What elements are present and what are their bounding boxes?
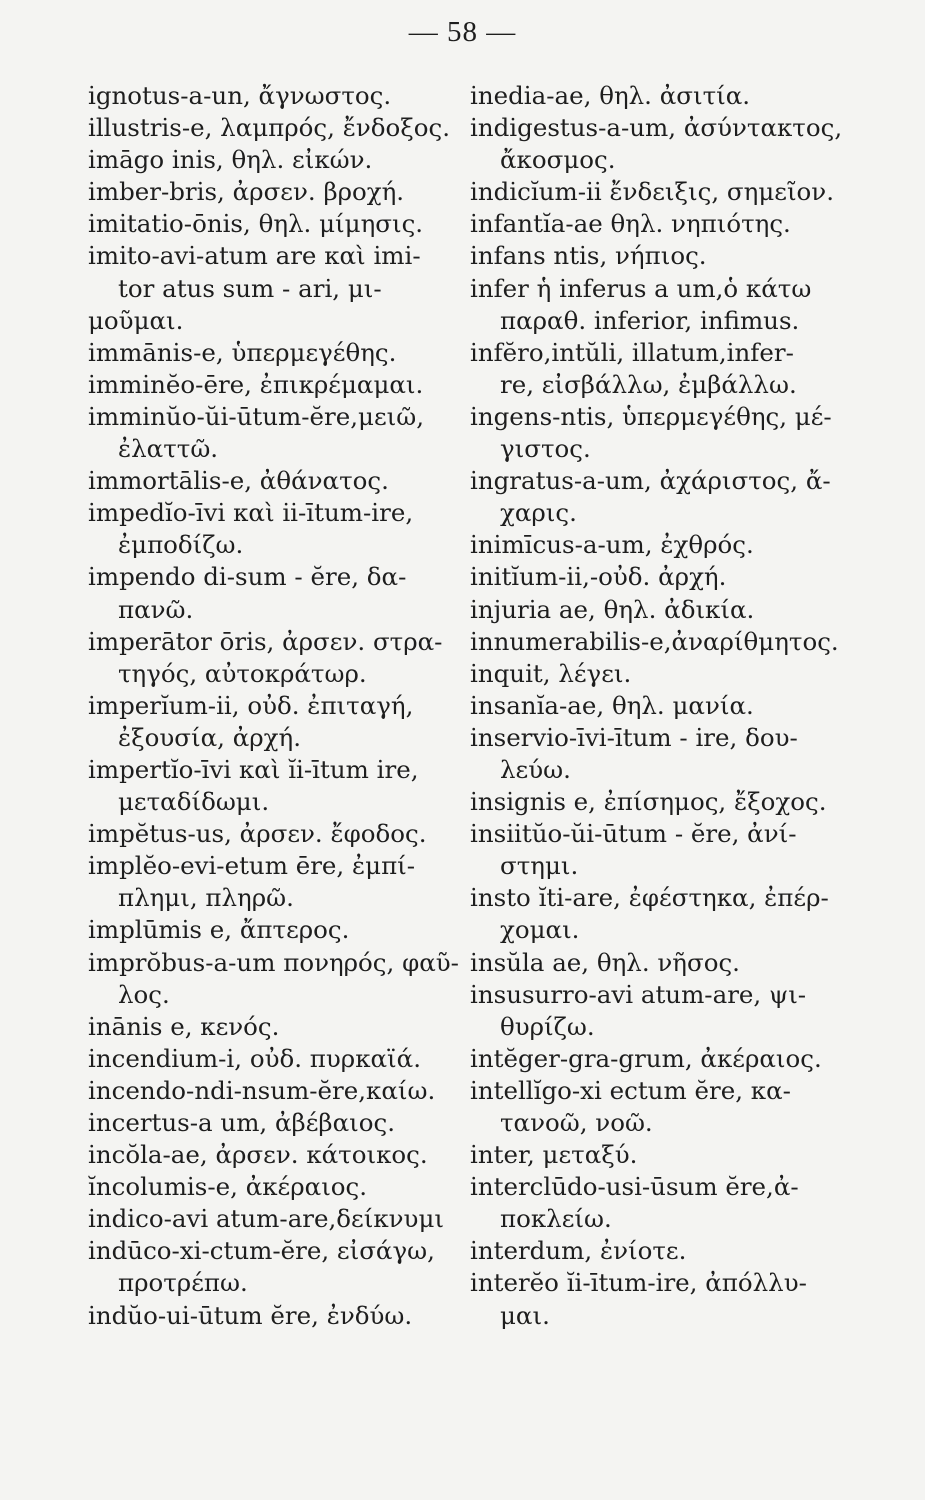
dictionary-entry-line: inter, μεταξύ.	[470, 1140, 638, 1170]
dictionary-entry-line: innumerabilis-e,ἀναρίθμητος.	[470, 626, 839, 656]
entry-continuation-line: λεύω.	[500, 754, 571, 784]
dictionary-entry-line: insignis e, ἐπίσημος, ἔξοχος.	[470, 787, 827, 817]
dictionary-entry-line: injuria ae, θηλ. ἀδικία.	[470, 594, 755, 624]
dictionary-entry-line: imber-bris, ἀρσεν. βροχή.	[88, 177, 405, 207]
dictionary-entry-line: ingratus-a-um, ἀχάριστος, ἄ-	[470, 466, 831, 496]
dictionary-entry-line: indico-avi atum-are,δείκνυμι	[88, 1204, 444, 1234]
entry-continuation-line: χαρις.	[500, 498, 577, 528]
dictionary-entry-line: imperātor ōris, ἀρσεν. στρα-	[88, 626, 443, 656]
entry-continuation-line: ποκλείω.	[500, 1204, 612, 1234]
dictionary-entry-line: indicĭum-ii ἔνδειξις, σημεῖον.	[470, 177, 834, 207]
entry-continuation-line: ἐμποδίζω.	[118, 530, 244, 560]
dictionary-entry-line: infer ἡ inferus a um,ὁ κάτω	[470, 273, 812, 303]
dictionary-entry-line: infans ntis, νήπιος.	[470, 241, 707, 271]
dictionary-entry-line: imāgo inis, θηλ. εἰκών.	[88, 145, 373, 175]
dictionary-entry-line: impedĭo-īvi καὶ ii-ītum-ire,	[88, 498, 414, 528]
page-number: — 58 —	[408, 16, 517, 48]
dictionary-entry-line: implūmis e, ἄπτερος.	[88, 915, 350, 945]
dictionary-entry-line: imminŭo-ŭi-ūtum-ĕre,μειῶ,	[88, 401, 425, 431]
dictionary-entry-line: intĕger-gra-grum, ἀκέραιος.	[470, 1043, 822, 1073]
dictionary-entry-line: incendium-i, οὐδ. πυρκαϊά.	[88, 1043, 421, 1073]
dictionary-entry-line: ingens-ntis, ὑπερμεγέθης, μέ-	[470, 401, 832, 431]
entry-continuation-line: πανῶ.	[118, 594, 194, 624]
entry-continuation-line: θυρίζω.	[500, 1011, 595, 1041]
dictionary-entry-line: inedia-ae, θηλ. ἀσιτία.	[470, 81, 751, 110]
entry-continuation-line: ἄκοσμος.	[500, 145, 616, 175]
dictionary-entry-line: illustris-e, λαμπρός, ἔνδοξος.	[88, 113, 451, 143]
dictionary-entry-line: insiitŭo-ŭi-ūtum - ĕre, ἀνί-	[470, 819, 797, 849]
dictionary-entry-line: indūco-xi-ctum-ĕre, εἰσάγω,	[88, 1236, 435, 1266]
dictionary-entry-line: interdum, ἐνίοτε.	[470, 1236, 687, 1266]
entry-continuation-line: μεταδίδωμι.	[118, 787, 270, 817]
dictionary-entry-line: impertĭo-īvi καὶ ĭi-ītum ire,	[88, 754, 419, 784]
entry-continuation-line: χομαι.	[500, 915, 580, 945]
dictionary-entry-line: imito-avi-atum are καὶ imi-	[88, 241, 421, 271]
dictionary-entry-line: infantĭa-ae θηλ. νηπιότης.	[470, 209, 791, 239]
dictionary-entry-line: indigestus-a-um, ἀσύντακτος,	[470, 113, 843, 143]
dictionary-entry-line: interclūdo-usi-ūsum ĕre,ἀ-	[470, 1172, 799, 1202]
dictionary-entry-line: immortālis-e, ἀθάνατος.	[88, 466, 389, 496]
dictionary-entry-line: imperĭum-ii, οὐδ. ἐπιταγή,	[88, 690, 414, 720]
dictionary-entry-line: insusurro-avi atum-are, ψι-	[470, 979, 807, 1009]
entry-continuation-line: γιστος.	[500, 434, 591, 464]
entry-continuation-line: προτρέπω.	[118, 1268, 248, 1298]
right-column	[470, 80, 890, 1332]
entry-continuation-line: παραθ. inferior, infimus.	[500, 305, 800, 335]
dictionary-entry-line: impĕtus-us, ἀρσεν. ἔφοδος.	[88, 819, 427, 849]
dictionary-entry-line: implĕo-evi-etum ēre, ἐμπί-	[88, 851, 416, 881]
dictionary-entry-line: μοῦμαι.	[88, 305, 184, 335]
dictionary-entry-line: inānis e, κενός.	[88, 1011, 280, 1041]
entry-continuation-line: re, εἰσβάλλω, ἐμβάλλω.	[500, 369, 797, 399]
dictionary-entry-line: ĭncolumis-e, ἀκέραιος.	[88, 1172, 368, 1202]
entry-continuation-line: ἐλαττῶ.	[118, 434, 219, 464]
entry-continuation-line: λος.	[118, 979, 170, 1009]
entry-continuation-line: τανοῶ, νοῶ.	[500, 1108, 653, 1137]
entry-continuation-line: πλημι, πληρῶ.	[118, 883, 294, 913]
dictionary-entry-line: incendo-ndi-nsum-ĕre,καίω.	[88, 1075, 436, 1105]
dictionary-entry-line: insŭla ae, θηλ. νῆσος.	[470, 947, 740, 977]
entry-continuation-line: μαι.	[500, 1300, 550, 1330]
dictionary-entry-line: impendo di-sum - ĕre, δα-	[88, 562, 407, 592]
dictionary-entry-line: intellĭgo-xi ectum ĕre, κα-	[470, 1075, 791, 1105]
dictionary-entry-line: indŭo-ui-ūtum ĕre, ἐνδύω.	[88, 1300, 413, 1330]
dictionary-entry-line: insto ĭti-are, ἐφέστηκα, ἐπέρ-	[470, 883, 829, 913]
dictionary-entry-line: inservio-īvi-ītum - ire, δου-	[470, 722, 798, 752]
left-column	[88, 80, 473, 1332]
dictionary-entry-line: inimīcus-a-um, ἐχθρός.	[470, 530, 754, 560]
dictionary-entry-line: imminĕo-ēre, ἐπικρέμαμαι.	[88, 369, 424, 399]
dictionary-entry-line: imitatio-ōnis, θηλ. μίμησις.	[88, 209, 424, 239]
dictionary-entry-line: immānis-e, ὑπερμεγέθης.	[88, 337, 397, 367]
dictionary-entry-line: imprŏbus-a-um πονηρός, φαῦ-	[88, 947, 459, 977]
entry-continuation-line: τηγός, αὐτοκράτωρ.	[118, 658, 367, 688]
dictionary-entry-line: insanĭa-ae, θηλ. μανία.	[470, 690, 754, 720]
dictionary-entry-line: initĭum-ii,-οὐδ. ἀρχή.	[470, 562, 727, 592]
dictionary-entry-line: ignotus-a-un, ἄγνωστος.	[88, 81, 392, 110]
dictionary-entry-line: interĕo ĭi-ītum-ire, ἀπόλλυ-	[470, 1268, 807, 1298]
entry-continuation-line: στημι.	[500, 851, 579, 881]
dictionary-entry-line: inquit, λέγει.	[470, 658, 632, 688]
dictionary-entry-line: incŏla-ae, ἀρσεν. κάτοικος.	[88, 1140, 428, 1170]
entry-continuation-line: ἐξουσία, ἀρχή.	[118, 722, 301, 752]
dictionary-entry-line: incertus-a um, ἀβέβαιος.	[88, 1108, 395, 1137]
dictionary-entry-line: infĕro,intŭli, illatum,infer-	[470, 337, 794, 367]
entry-continuation-line: tor atus sum - ari, μι-	[118, 273, 382, 303]
